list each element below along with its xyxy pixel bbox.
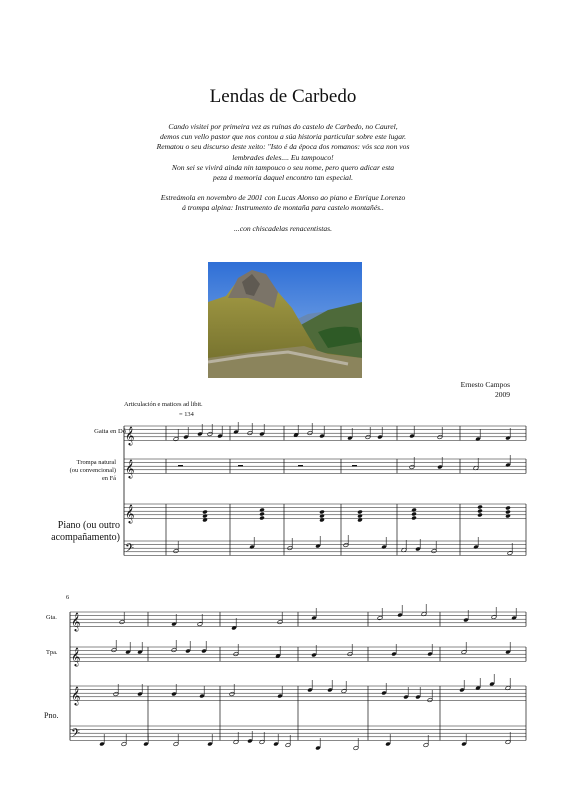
note-head [259,512,265,517]
clef-glyph: 𝄢 [125,542,135,558]
piece-title: Lendas de Carbedo [209,86,357,107]
trompa-abbr-label: Tpa. [46,649,58,656]
clef-glyph: 𝄢 [71,727,81,743]
intro-line: demos cun vello pastor que nos contou a súa historia particular sobre este lugar. [159,132,407,142]
clef-glyph: 𝄞 [125,504,135,523]
clef-glyph: 𝄞 [125,459,135,478]
clef-glyph: 𝄞 [71,612,81,631]
rest [298,465,303,467]
note-head [319,514,325,519]
measure-number: 6 [66,594,70,601]
note-head [477,505,483,510]
note-head [319,510,325,515]
intro-line: lembrades deles.... Eu tampouco! [232,152,334,162]
rest [352,465,357,467]
gaita-abbr-label: Gta. [46,614,57,621]
intro-line: Cando visitei por primeira vez as ruínas do castelo de Carbedo, no Caurel, [168,122,398,131]
note-head [477,509,483,514]
note-head [357,514,363,519]
note-head [259,508,265,513]
intro-line: á trompa alpina: Instrumento de montaña para castelo montañés.. [182,203,384,213]
clef-glyph: 𝄞 [71,686,81,705]
intro-line: Estreámola en novembro de 2001 con Lucas Alonso ao piano e Enrique Lorenzo [160,193,406,203]
note-head [477,513,483,518]
articulation-note: Articulación e matices ad libit. [124,401,203,408]
intro-line: peza á memoria daquel encontro tan especial. [213,173,353,183]
note-head [411,508,417,513]
intro-line: Non sei se vivirá ainda nin tampouco o seu nome, pero quero adicar esta [171,162,395,172]
note-head [202,510,208,515]
intro-line: Rematou o seu discurso deste xeito: "Isto é da época dos romanos: vós sca non vos [156,142,410,152]
intro-line: ...con chiscadelas renacentistas. [234,223,332,233]
clef-glyph: 𝄞 [71,647,81,666]
note-head [411,516,417,521]
composition-year: 2009 [495,390,510,399]
rest [178,465,183,467]
note-head [505,510,511,515]
rest [238,465,243,467]
note-head [357,510,363,515]
note-head [411,512,417,517]
gaita-label: Gaita en Dó [94,428,126,435]
note-head [259,516,265,521]
piano-abbr-label: Pno. [44,711,59,720]
piano-label: Piano (ou outro acompañamento) [51,520,120,543]
clef-glyph: 𝄞 [125,426,135,445]
note-head [505,514,511,519]
trompa-label: Trompa natural (ou convencional) en Fá [69,459,116,482]
composer-name: Ernesto Campos [460,380,510,389]
tempo-marking: = 134 [179,411,194,418]
note-head [505,506,511,511]
note-head [202,514,208,519]
